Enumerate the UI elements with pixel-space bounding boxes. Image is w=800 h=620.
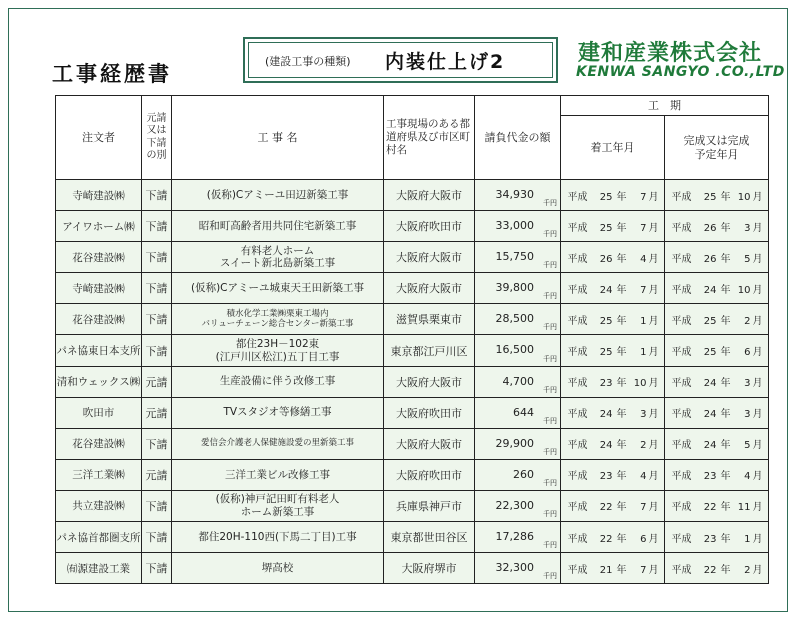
- start-year: 22: [599, 502, 613, 514]
- start-month: 7: [640, 191, 647, 203]
- start-year: 24: [599, 284, 613, 296]
- year-label: 年: [616, 409, 627, 421]
- contract-type-cell: 下請: [142, 211, 172, 242]
- year-label: 年: [616, 564, 627, 576]
- project-name-cell: [172, 490, 384, 521]
- start-date-cell: [561, 211, 665, 242]
- era-label: 平成: [567, 440, 588, 452]
- year-label: 年: [720, 533, 731, 545]
- amount-unit: 千円: [543, 323, 557, 332]
- month-label: 月: [648, 409, 659, 421]
- year-label: 年: [720, 471, 731, 483]
- year-label: 年: [720, 253, 731, 265]
- amount-value: 39,800: [495, 281, 534, 295]
- era-label: 平成: [671, 378, 692, 390]
- month-label: 月: [648, 471, 659, 483]
- month-label: 月: [648, 533, 659, 545]
- end-month: 10: [737, 284, 751, 296]
- end-year: 24: [703, 440, 717, 452]
- month-label: 月: [752, 533, 763, 545]
- client-cell: 三洋工業㈱: [56, 459, 142, 490]
- amount-cell: [475, 335, 561, 366]
- end-month: 2: [744, 564, 751, 576]
- year-label: 年: [720, 315, 731, 327]
- amount-unit: 千円: [543, 478, 557, 487]
- year-label: 年: [720, 222, 731, 234]
- year-label: 年: [616, 315, 627, 327]
- project-name-line: TVスタジオ等修繕工事: [223, 406, 332, 419]
- construction-type-value: 内装仕上げ2: [385, 51, 506, 73]
- end-year: 23: [703, 533, 717, 545]
- month-label: 月: [648, 502, 659, 514]
- client-cell: 花谷建設㈱: [56, 428, 142, 459]
- table-row: [56, 459, 769, 490]
- end-month: 11: [737, 502, 751, 514]
- project-name-cell: [172, 211, 384, 242]
- start-month: 1: [640, 315, 647, 327]
- project-name-line: (仮称)Cアミーユ城東天王田新築工事: [190, 282, 365, 295]
- contract-type-cell: 下請: [142, 273, 172, 304]
- month-label: 月: [752, 284, 763, 296]
- start-year: 24: [599, 440, 613, 452]
- era-label: 平成: [671, 409, 692, 421]
- amount-cell: [475, 490, 561, 521]
- client-cell: 花谷建設㈱: [56, 242, 142, 273]
- project-name-cell: [172, 180, 384, 211]
- era-label: 平成: [567, 347, 588, 359]
- location-cell: 大阪府大阪市: [384, 180, 475, 211]
- year-label: 年: [616, 533, 627, 545]
- amount-cell: [475, 397, 561, 428]
- client-cell: 共立建設㈱: [56, 490, 142, 521]
- amount-unit: 千円: [543, 354, 557, 363]
- era-label: 平成: [567, 222, 588, 234]
- project-name-line: 愛信会介護老人保健施設愛の里新築工事: [200, 438, 354, 449]
- header-amount: 請負代金の額: [475, 96, 561, 180]
- amount-value: 16,500: [495, 343, 534, 357]
- amount-cell: [475, 522, 561, 553]
- location-cell: 滋賀県栗東市: [384, 304, 475, 335]
- month-label: 月: [752, 502, 763, 514]
- end-date-cell: [665, 522, 769, 553]
- amount-value: 17,286: [495, 530, 534, 544]
- amount-unit: 千円: [543, 199, 557, 208]
- project-name-line: 積水化学工業㈱栗東工場内: [226, 308, 329, 319]
- start-year: 23: [599, 471, 613, 483]
- start-month: 7: [640, 502, 647, 514]
- amount-unit: 千円: [543, 385, 557, 394]
- month-label: 月: [752, 409, 763, 421]
- end-month: 4: [744, 471, 751, 483]
- end-year: 26: [703, 222, 717, 234]
- table-row: [56, 397, 769, 428]
- amount-cell: [475, 180, 561, 211]
- amount-value: 4,700: [502, 374, 534, 388]
- table-row: [56, 428, 769, 459]
- start-month: 7: [640, 284, 647, 296]
- construction-type-box: [243, 37, 558, 83]
- month-label: 月: [752, 440, 763, 452]
- start-date-cell: [561, 366, 665, 397]
- month-label: 月: [648, 440, 659, 452]
- era-label: 平成: [671, 564, 692, 576]
- end-date-cell: [665, 459, 769, 490]
- era-label: 平成: [671, 471, 692, 483]
- construction-type-label: (建設工事の種類): [265, 55, 351, 68]
- month-label: 月: [752, 471, 763, 483]
- era-label: 平成: [567, 502, 588, 514]
- start-year: 25: [599, 222, 613, 234]
- header-client: 注文者: [56, 96, 142, 180]
- era-label: 平成: [671, 440, 692, 452]
- era-label: 平成: [671, 502, 692, 514]
- end-date-cell: [665, 273, 769, 304]
- start-month: 2: [640, 440, 647, 452]
- year-label: 年: [616, 378, 627, 390]
- era-label: 平成: [567, 284, 588, 296]
- amount-cell: [475, 304, 561, 335]
- project-name-cell: [172, 304, 384, 335]
- amount-cell: [475, 553, 561, 584]
- start-month: 7: [640, 222, 647, 234]
- location-cell: 大阪府堺市: [384, 553, 475, 584]
- amount-value: 32,300: [495, 561, 534, 575]
- era-label: 平成: [671, 284, 692, 296]
- header-contract-type: 元請又は下請の別: [142, 96, 172, 180]
- start-year: 25: [599, 315, 613, 327]
- start-month: 7: [640, 564, 647, 576]
- year-label: 年: [616, 502, 627, 514]
- start-date-cell: [561, 180, 665, 211]
- location-cell: 大阪府吹田市: [384, 397, 475, 428]
- era-label: 平成: [671, 533, 692, 545]
- month-label: 月: [648, 191, 659, 203]
- header-end: 完成又は完成予定年月: [665, 116, 769, 180]
- era-label: 平成: [671, 191, 692, 203]
- contract-type-cell: 下請: [142, 553, 172, 584]
- month-label: 月: [648, 564, 659, 576]
- year-label: 年: [616, 471, 627, 483]
- table-row: [56, 522, 769, 553]
- location-cell: 大阪府大阪市: [384, 273, 475, 304]
- table-row: [56, 366, 769, 397]
- start-year: 23: [599, 378, 613, 390]
- year-label: 年: [616, 347, 627, 359]
- year-label: 年: [616, 284, 627, 296]
- client-cell: 吹田市: [56, 397, 142, 428]
- start-year: 22: [599, 533, 613, 545]
- end-year: 25: [703, 347, 717, 359]
- amount-unit: 千円: [543, 447, 557, 456]
- project-name-line: 都住23H－102東: [235, 337, 320, 350]
- start-year: 25: [599, 347, 613, 359]
- start-date-cell: [561, 397, 665, 428]
- table-body: [56, 180, 769, 584]
- amount-unit: 千円: [543, 510, 557, 519]
- era-label: 平成: [567, 315, 588, 327]
- amount-cell: [475, 459, 561, 490]
- month-label: 月: [648, 253, 659, 265]
- end-month: 10: [737, 191, 751, 203]
- start-date-cell: [561, 490, 665, 521]
- end-month: 1: [744, 533, 751, 545]
- amount-cell: [475, 211, 561, 242]
- contract-type-cell: 元請: [142, 459, 172, 490]
- era-label: 平成: [671, 222, 692, 234]
- table-row: [56, 211, 769, 242]
- contract-type-cell: 下請: [142, 335, 172, 366]
- era-label: 平成: [671, 315, 692, 327]
- end-month: 6: [744, 347, 751, 359]
- amount-unit: 千円: [543, 230, 557, 239]
- table-row: [56, 553, 769, 584]
- project-name-line: (仮称)Cアミーユ田辺新築工事: [206, 188, 349, 201]
- location-cell: 東京都江戸川区: [384, 335, 475, 366]
- end-year: 23: [703, 471, 717, 483]
- end-date-cell: [665, 304, 769, 335]
- amount-unit: 千円: [543, 572, 557, 581]
- table-row: [56, 335, 769, 366]
- project-name-cell: [172, 273, 384, 304]
- client-cell: パネ協東日本支所: [56, 335, 142, 366]
- end-date-cell: [665, 335, 769, 366]
- header-period: 工 期: [561, 96, 769, 116]
- start-date-cell: [561, 553, 665, 584]
- start-year: 26: [599, 253, 613, 265]
- month-label: 月: [752, 347, 763, 359]
- end-date-cell: [665, 553, 769, 584]
- client-cell: 寺崎建設㈱: [56, 273, 142, 304]
- start-month: 1: [640, 347, 647, 359]
- company-name-jp: 建和産業株式会社: [578, 40, 763, 66]
- header-project-name: 工 事 名: [172, 96, 384, 180]
- project-name-line: 生産設備に伴う改修工事: [219, 375, 336, 388]
- year-label: 年: [720, 440, 731, 452]
- era-label: 平成: [671, 253, 692, 265]
- era-label: 平成: [567, 471, 588, 483]
- era-label: 平成: [567, 409, 588, 421]
- header-start: 着工年月: [561, 116, 665, 180]
- year-label: 年: [720, 378, 731, 390]
- project-name-line: ホーム新築工事: [240, 505, 315, 518]
- end-date-cell: [665, 397, 769, 428]
- header-location: 工事現場のある都道府県及び市区町村名: [384, 96, 475, 180]
- year-label: 年: [720, 191, 731, 203]
- end-year: 22: [703, 502, 717, 514]
- contract-type-cell: 下請: [142, 242, 172, 273]
- end-date-cell: [665, 366, 769, 397]
- end-year: 26: [703, 253, 717, 265]
- start-date-cell: [561, 335, 665, 366]
- era-label: 平成: [567, 564, 588, 576]
- location-cell: 大阪府大阪市: [384, 366, 475, 397]
- document-title: 工事経歴書: [52, 61, 172, 86]
- era-label: 平成: [671, 347, 692, 359]
- start-month: 4: [640, 253, 647, 265]
- start-year: 25: [599, 191, 613, 203]
- project-name-cell: [172, 397, 384, 428]
- project-name-line: 有料老人ホーム: [240, 244, 315, 257]
- era-label: 平成: [567, 378, 588, 390]
- table-row: [56, 242, 769, 273]
- client-cell: 寺崎建設㈱: [56, 180, 142, 211]
- start-month: 4: [640, 471, 647, 483]
- project-name-line: (仮称)神戸記田町有料老人: [215, 493, 340, 506]
- amount-unit: 千円: [543, 541, 557, 550]
- client-cell: パネ協首都圏支所: [56, 522, 142, 553]
- amount-unit: 千円: [543, 261, 557, 270]
- contract-type-cell: 下請: [142, 490, 172, 521]
- contract-type-cell: 元請: [142, 366, 172, 397]
- contract-type-cell: 下請: [142, 304, 172, 335]
- year-label: 年: [616, 191, 627, 203]
- start-date-cell: [561, 304, 665, 335]
- work-history-table: [55, 95, 769, 584]
- client-cell: 花谷建設㈱: [56, 304, 142, 335]
- end-year: 25: [703, 191, 717, 203]
- project-name-line: 昭和町高齢者用共同住宅新築工事: [198, 219, 357, 232]
- era-label: 平成: [567, 253, 588, 265]
- year-label: 年: [720, 409, 731, 421]
- amount-cell: [475, 366, 561, 397]
- end-month: 3: [744, 378, 751, 390]
- start-date-cell: [561, 428, 665, 459]
- start-month: 10: [633, 378, 647, 390]
- end-year: 24: [703, 378, 717, 390]
- amount-cell: [475, 428, 561, 459]
- era-label: 平成: [567, 533, 588, 545]
- contract-type-cell: 下請: [142, 180, 172, 211]
- end-month: 5: [744, 253, 751, 265]
- location-cell: 大阪府吹田市: [384, 211, 475, 242]
- month-label: 月: [752, 191, 763, 203]
- project-name-line: 堺高校: [261, 561, 294, 574]
- end-date-cell: [665, 490, 769, 521]
- start-date-cell: [561, 459, 665, 490]
- month-label: 月: [752, 315, 763, 327]
- end-month: 3: [744, 222, 751, 234]
- amount-value: 15,750: [495, 250, 534, 264]
- project-name-line: 三洋工業ビル改修工事: [225, 468, 330, 481]
- project-name-cell: [172, 428, 384, 459]
- month-label: 月: [648, 347, 659, 359]
- client-cell: 清和ウェックス㈱: [56, 366, 142, 397]
- month-label: 月: [752, 222, 763, 234]
- start-year: 24: [599, 409, 613, 421]
- project-name-cell: [172, 459, 384, 490]
- year-label: 年: [616, 253, 627, 265]
- project-name-cell: [172, 242, 384, 273]
- amount-cell: [475, 273, 561, 304]
- client-cell: アイワホーム㈱: [56, 211, 142, 242]
- location-cell: 大阪府大阪市: [384, 428, 475, 459]
- month-label: 月: [648, 284, 659, 296]
- location-cell: 兵庫県神戸市: [384, 490, 475, 521]
- start-month: 3: [640, 409, 647, 421]
- amount-unit: 千円: [543, 292, 557, 301]
- start-year: 21: [599, 564, 613, 576]
- end-year: 22: [703, 564, 717, 576]
- month-label: 月: [752, 253, 763, 265]
- start-date-cell: [561, 273, 665, 304]
- table-row: [56, 304, 769, 335]
- end-date-cell: [665, 211, 769, 242]
- project-name-cell: [172, 366, 384, 397]
- start-date-cell: [561, 522, 665, 553]
- end-year: 24: [703, 284, 717, 296]
- project-name-cell: [172, 553, 384, 584]
- amount-cell: [475, 242, 561, 273]
- company-name-en: KENWA SANGYO .CO.,LTD: [576, 64, 785, 80]
- contract-type-cell: 元請: [142, 397, 172, 428]
- era-label: 平成: [567, 191, 588, 203]
- month-label: 月: [752, 378, 763, 390]
- month-label: 月: [752, 564, 763, 576]
- project-name-line: バリューチェーン総合センター新築工事: [201, 319, 354, 330]
- amount-value: 28,500: [495, 312, 534, 326]
- year-label: 年: [616, 222, 627, 234]
- year-label: 年: [616, 440, 627, 452]
- amount-value: 34,930: [495, 188, 534, 201]
- end-year: 25: [703, 315, 717, 327]
- year-label: 年: [720, 284, 731, 296]
- start-date-cell: [561, 242, 665, 273]
- project-name-line: スイート新北島新築工事: [219, 257, 336, 270]
- month-label: 月: [648, 222, 659, 234]
- location-cell: 大阪府吹田市: [384, 459, 475, 490]
- year-label: 年: [720, 564, 731, 576]
- table-row: [56, 273, 769, 304]
- end-month: 3: [744, 409, 751, 421]
- end-date-cell: [665, 242, 769, 273]
- amount-value: 33,000: [495, 219, 534, 233]
- location-cell: 大阪府大阪市: [384, 242, 475, 273]
- client-cell: ㈲源建設工業: [56, 553, 142, 584]
- project-name-line: (江戸川区松江)五丁目工事: [215, 350, 340, 363]
- end-month: 5: [744, 440, 751, 452]
- contract-type-cell: 下請: [142, 428, 172, 459]
- end-date-cell: [665, 428, 769, 459]
- month-label: 月: [648, 315, 659, 327]
- year-label: 年: [720, 347, 731, 359]
- project-name-cell: [172, 335, 384, 366]
- project-name-line: 都住20H-110西(下馬二丁目)工事: [198, 530, 357, 543]
- amount-unit: 千円: [543, 416, 557, 425]
- end-year: 24: [703, 409, 717, 421]
- month-label: 月: [648, 378, 659, 390]
- amount-value: 644: [513, 405, 534, 419]
- start-month: 6: [640, 533, 647, 545]
- contract-type-cell: 下請: [142, 522, 172, 553]
- end-month: 2: [744, 315, 751, 327]
- amount-value: 260: [513, 467, 534, 481]
- year-label: 年: [720, 502, 731, 514]
- project-name-cell: [172, 522, 384, 553]
- table-row: [56, 490, 769, 521]
- end-date-cell: [665, 180, 769, 211]
- location-cell: 東京都世田谷区: [384, 522, 475, 553]
- table-row: [56, 180, 769, 211]
- amount-value: 29,900: [495, 436, 534, 450]
- amount-value: 22,300: [495, 498, 534, 512]
